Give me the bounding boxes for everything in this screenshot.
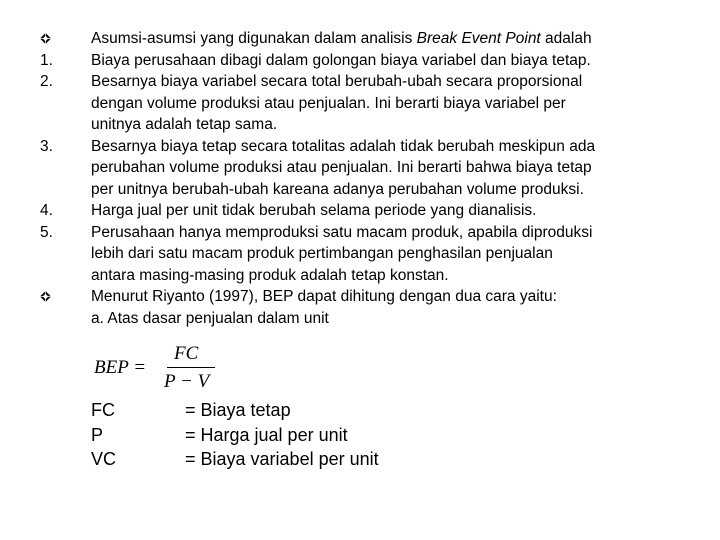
list-item-text: per unitnya berubah-ubah kareana adanya perubahan volume produksi. [91,180,584,198]
list-item-text: Besarnya biaya tetap secara totalitas adalah tidak berubah meskipun ada [91,137,596,155]
definition-meaning: = Biaya variabel per unit [185,449,379,469]
diamond-bullet-icon [40,291,51,302]
list-item [40,71,710,136]
list-item-text: Harga jual per unit tidak berubah selama periode yang dianalisis. [91,202,537,219]
definition-meaning: = Harga jual per unit [185,424,348,445]
definitions [91,398,379,472]
list-item [40,50,710,72]
list-item-text: Besarnya biaya variabel secara total berubah-ubah secara proporsional [91,73,583,90]
formula-numerator: FC [174,343,199,364]
emphasis-text: Break Event Point [416,30,541,47]
list-item [40,222,710,287]
list-item-text: Asumsi-asumsi yang digunakan dalam analisis Break Event Point adalah [91,30,592,47]
list-number: 5. [40,223,53,241]
fraction-bar [167,367,215,368]
list-marker [40,28,91,50]
diamond-bullet-icon [40,33,51,44]
formula-denominator: P − V [164,371,210,392]
list-number: 3. [40,137,53,155]
sub-item-text: a. Atas dasar penjualan dalam unit [91,309,329,327]
list-item [40,286,710,329]
list-item-text: perubahan volume produksi atau penjualan. Ini berarti bahwa biaya tetap [91,159,592,176]
list-item-text: unitnya adalah tetap sama. [91,116,278,133]
list-item [40,200,710,222]
list-number: 1. [40,51,53,69]
list-item-text: dengan volume produksi atau penjualan. Ini berarti biaya variabel per [91,94,566,112]
definition-row [91,398,379,423]
list-item [40,28,710,50]
list-item-text: Perusahaan hanya memproduksi satu macam produk, apabila diproduksi [91,223,593,241]
list-marker [40,286,91,308]
definition-row [91,423,379,448]
definition-row [91,447,379,472]
definition-symbol: VC [91,449,117,469]
bep-formula [94,342,224,396]
list-item [40,136,710,201]
definition-symbol: FC [91,400,115,420]
list-item-text: lebih dari satu macam produk pertimbangan penghasilan penjualan [91,245,553,262]
assumption-list [40,28,710,329]
list-item-text: Biaya perusahaan dibagi dalam golongan biaya variabel dan biaya tetap. [91,51,591,69]
definition-symbol: P [91,424,104,445]
list-number: 2. [40,73,53,90]
formula-lhs: BEP = [94,357,147,378]
list-item-text: antara masing-masing produk adalah tetap konstan. [91,266,449,284]
definition-meaning: = Biaya tetap [185,400,291,420]
list-number: 4. [40,202,53,219]
list-item-text: Menurut Riyanto (1997), BEP dapat dihitung dengan dua cara yaitu: [91,288,557,305]
